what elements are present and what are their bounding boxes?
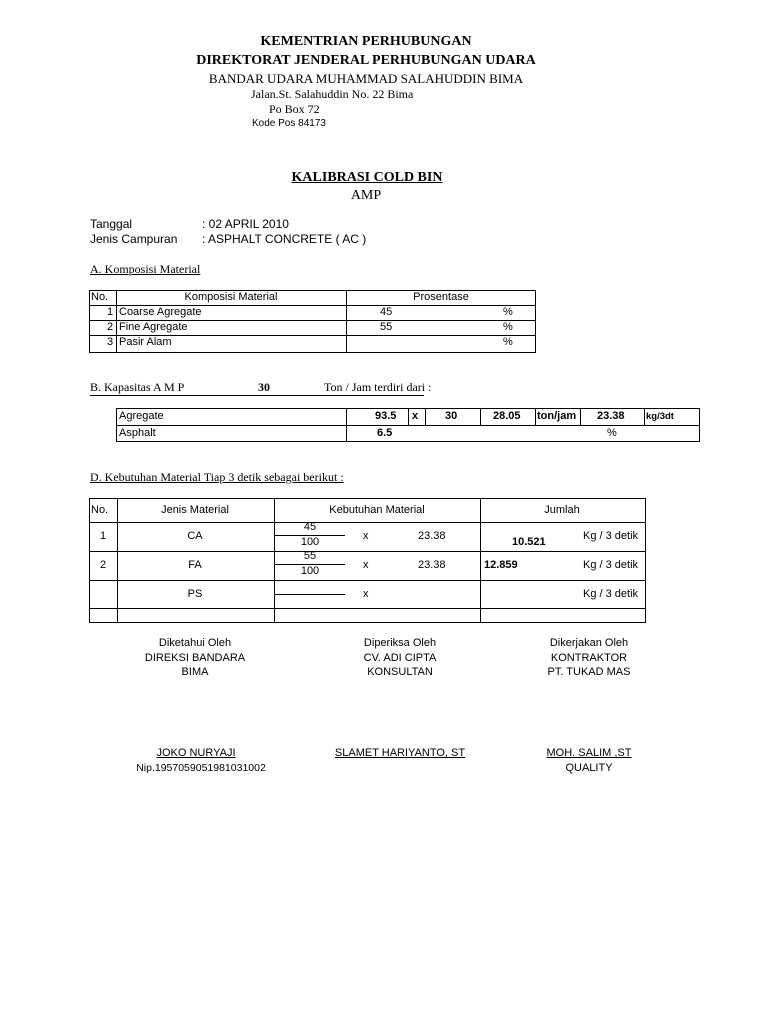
tanggal-label: Tanggal <box>90 217 133 231</box>
row-unit: Kg / 3 detik <box>583 588 639 600</box>
agregate-result-kg: 23.38 <box>597 410 625 422</box>
row-jenis: FA <box>188 559 202 571</box>
directorate-name: DIREKTORAT JENDERAL PERHUBUNGAN UDARA <box>196 53 536 68</box>
section-b-heading: B. Kapasitas A M P <box>90 380 185 394</box>
po-box: Po Box 72 <box>269 102 320 116</box>
row-result: 10.521 <box>512 536 546 548</box>
header-kebutuhan-material: Kebutuhan Material <box>329 504 425 516</box>
signature-role: Diketahui Oleh <box>158 637 232 649</box>
agregate-unit-tonjam: ton/jam <box>537 410 577 422</box>
fraction-bar <box>275 594 345 595</box>
header-no: No. <box>91 291 109 303</box>
signatory-nip: Nip.1957059051981031002 <box>136 762 266 774</box>
signature-org: DIREKSI BANDARA <box>144 652 246 664</box>
tanggal-value: : 02 APRIL 2010 <box>202 217 289 231</box>
postal-code: Kode Pos 84173 <box>252 118 326 129</box>
airport-name: BANDAR UDARA MUHAMMAD SALAHUDDIN BIMA <box>208 71 524 86</box>
row-unit: % <box>503 306 513 318</box>
signatory-name: SLAMET HARIYANTO, ST <box>334 747 466 759</box>
row-value: 55 <box>380 321 393 333</box>
agregate-label: Agregate <box>119 410 164 422</box>
row-unit: Kg / 3 detik <box>583 530 639 542</box>
signatory-position: QUALITY <box>565 762 613 774</box>
heading-underline <box>90 395 424 396</box>
fraction-numerator: 55 <box>303 550 317 562</box>
multiply-sign: x <box>363 530 369 542</box>
agregate-capacity: 30 <box>445 410 458 422</box>
row-no: 1 <box>107 306 114 318</box>
fraction-denominator: 100 <box>300 565 320 577</box>
document-title: KALIBRASI COLD BIN <box>291 170 443 185</box>
header-komposisi: Komposisi Material <box>184 291 278 303</box>
row-no: 2 <box>99 559 107 571</box>
signature-org-sub: BIMA <box>181 666 209 678</box>
row-factor: 23.38 <box>418 530 446 542</box>
capacity-unit-text: Ton / Jam terdiri dari : <box>324 380 432 394</box>
multiply-sign: x <box>412 410 419 422</box>
agregate-unit-kg: kg/3dt <box>646 411 674 422</box>
multiply-sign: x <box>363 588 369 600</box>
row-unit: Kg / 3 detik <box>583 559 639 571</box>
row-unit: % <box>503 336 513 348</box>
fraction-numerator: 45 <box>303 521 317 533</box>
asphalt-pct: 6.5 <box>377 427 393 439</box>
row-unit: % <box>503 321 513 333</box>
jenis-campuran-value: : ASPHALT CONCRETE ( AC ) <box>202 232 367 246</box>
ministry-name: KEMENTRIAN PERHUBUNGAN <box>260 34 472 49</box>
header-prosentase: Prosentase <box>413 291 469 303</box>
section-d-heading: D. Kebutuhan Material Tiap 3 detik sebagai berikut : <box>90 470 344 484</box>
row-no: 1 <box>99 530 107 542</box>
row-result: 12.859 <box>484 559 518 571</box>
signature-org-sub: KONSULTAN <box>367 666 433 678</box>
signatory-name: JOKO NURYAJI <box>156 747 236 759</box>
fraction-denominator: 100 <box>300 536 320 548</box>
agregate-pct: 93.5 <box>375 410 397 422</box>
row-no: 2 <box>107 321 114 333</box>
jenis-campuran-label: Jenis Campuran <box>90 232 178 246</box>
address-line: Jalan.St. Salahuddin No. 22 Bima <box>251 87 414 101</box>
agregate-result: 28.05 <box>493 410 521 422</box>
row-material: Fine Agregate <box>119 321 188 333</box>
header-jenis-material: Jenis Material <box>161 504 229 516</box>
row-jenis: PS <box>187 588 203 600</box>
header-jumlah: Jumlah <box>544 504 580 516</box>
section-a-heading: A. Komposisi Material <box>90 262 201 276</box>
signature-org: CV. ADI CIPTA <box>363 652 437 664</box>
row-material: Coarse Agregate <box>119 306 202 318</box>
asphalt-label: Asphalt <box>119 427 156 439</box>
signature-org-sub: PT. TUKAD MAS <box>547 666 631 678</box>
row-jenis: CA <box>187 530 203 542</box>
row-value: 45 <box>380 306 393 318</box>
row-factor: 23.38 <box>418 559 446 571</box>
signature-org: KONTRAKTOR <box>550 652 628 664</box>
asphalt-unit: % <box>607 427 617 439</box>
multiply-sign: x <box>363 559 369 571</box>
document-subtitle: AMP <box>350 188 382 203</box>
row-material: Pasir Alam <box>119 336 172 348</box>
header-no: No. <box>91 504 109 516</box>
row-no: 3 <box>107 336 114 348</box>
amp-capacity: 30 <box>258 380 270 394</box>
signature-role: Dikerjakan Oleh <box>549 637 629 649</box>
signatory-name: MOH. SALIM ,ST <box>546 747 632 759</box>
signature-role: Diperiksa Oleh <box>363 637 437 649</box>
